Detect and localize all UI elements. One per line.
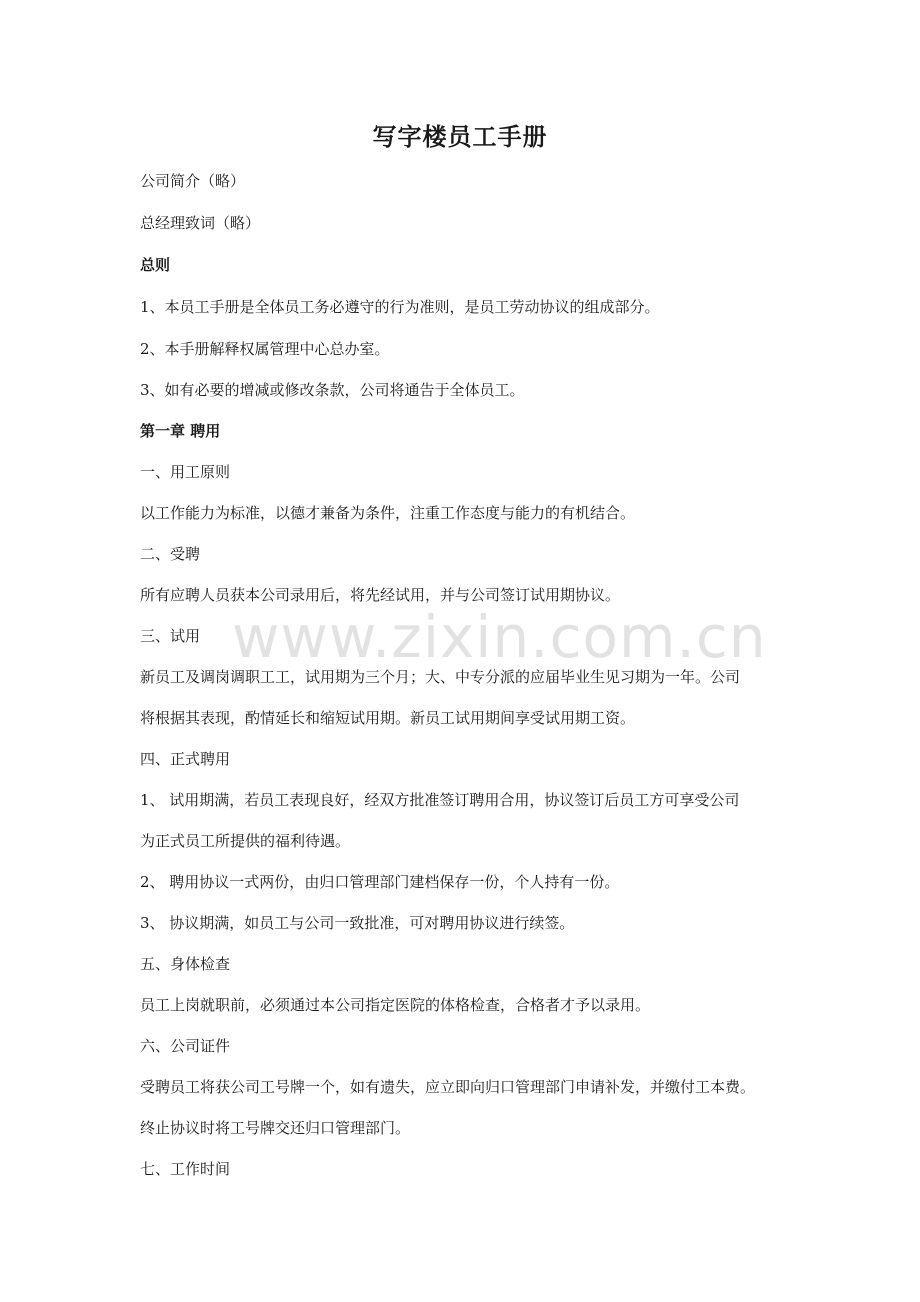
text-line: 总经理致词（略） (140, 214, 261, 232)
text-line: 2、本手册解释权属管理中心总办室。 (140, 340, 390, 358)
text-line: 将根据其表现，酌情延长和缩短试用期。新员工试用期间享受试用期工资。 (140, 709, 636, 727)
text-line: 3、 协议期满，如员工与公司一致批准，可对聘用协议进行续签。 (140, 914, 575, 932)
text-line: 2、 聘用协议一式两份，由归口管理部门建档保存一份，个人持有一份。 (140, 873, 620, 891)
text-line: 终止协议时将工号牌交还归口管理部门。 (140, 1119, 411, 1137)
text-line: 3、如有必要的增减或修改条款，公司将通告于全体员工。 (140, 381, 525, 399)
text-line: 公司简介（略） (140, 172, 246, 190)
section-heading: 第一章 聘用 (140, 422, 221, 440)
text-line: 员工上岗就职前，必须通过本公司指定医院的体格检查，合格者才予以录用。 (140, 996, 651, 1014)
text-line: 为正式员工所提供的福利待遇。 (140, 832, 351, 850)
text-line: 七、工作时间 (140, 1160, 231, 1178)
text-line: 1、本员工手册是全体员工务必遵守的行为准则，是员工劳动协议的组成部分。 (140, 298, 660, 316)
watermark: www.zixin.com.cn (232, 603, 767, 671)
text-line: 所有应聘人员获本公司录用后，将先经试用，并与公司签订试用期协议。 (140, 586, 621, 604)
text-line: 新员工及调岗调职工工，试用期为三个月；大、中专分派的应届毕业生见习期为一年。公司 (140, 668, 741, 686)
text-line: 1、 试用期满，若员工表现良好，经双方批准签订聘用合用，协议签订后员工方可享受公司 (140, 791, 740, 809)
text-line: 一、用工原则 (140, 463, 231, 481)
text-line: 以工作能力为标准，以德才兼备为条件，注重工作态度与能力的有机结合。 (140, 504, 636, 522)
text-line: 受聘员工将获公司工号牌一个，如有遗失，应立即向归口管理部门申请补发，并缴付工本费。 (140, 1078, 756, 1096)
text-line: 六、公司证件 (140, 1037, 231, 1055)
section-heading: 总则 (140, 256, 171, 274)
document-title: 写字楼员工手册 (372, 122, 548, 151)
text-line: 二、受聘 (140, 545, 201, 563)
text-line: 三、试用 (140, 627, 201, 645)
text-line: 五、身体检查 (140, 955, 231, 973)
text-line: 四、正式聘用 (140, 750, 231, 768)
